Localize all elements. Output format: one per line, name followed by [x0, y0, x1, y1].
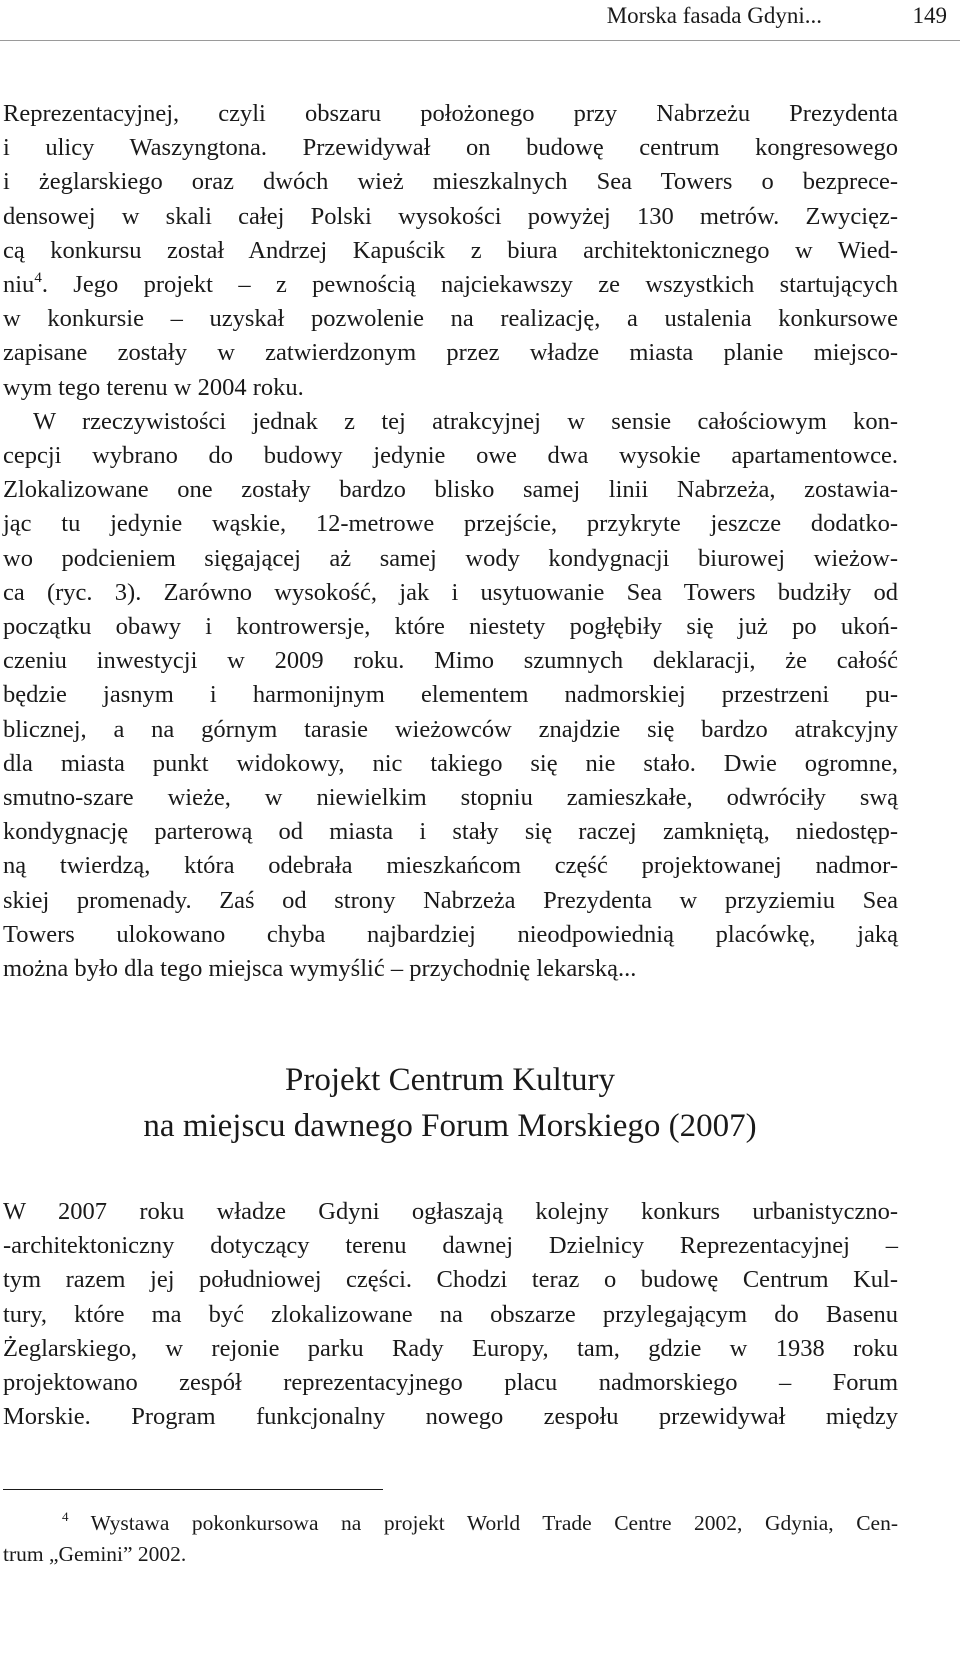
- text-line: zapisane zostały w zatwierdzonym przez władze miasta planie miejsco-: [3, 339, 898, 367]
- footnote-text: Wystawa pokonkursowa na projekt World Trade Centre 2002, Gdynia, Cen-: [68, 1511, 898, 1535]
- section-heading: [0, 1057, 900, 1149]
- text-line: w konkursie – uzyskał pozwolenie na realizację, a ustalenia konkursowe: [3, 305, 898, 333]
- text-line: cepcji wybrano do budowy jedynie owe dwa wysokie apartamentowce.: [3, 442, 898, 470]
- text-line: tym razem jej południowej części. Chodzi teraz o budowę Centrum Kul-: [3, 1266, 898, 1294]
- body-paragraph-3: [3, 1195, 898, 1434]
- text-line-with-footnote: [3, 268, 898, 302]
- text-line: jąc tu jedynie wąskie, 12-metrowe przejście, przykryte jeszcze dodatko-: [3, 510, 898, 538]
- text-line: będzie jasnym i harmonijnym elementem nadmorskiej przestrzeni pu-: [3, 681, 898, 709]
- text-line: Zlokalizowane one zostały bardzo blisko samej linii Nabrzeża, zostawia-: [3, 476, 898, 504]
- text-fragment: niu: [3, 271, 35, 299]
- text-line: W rzeczywistości jednak z tej atrakcyjnej w sensie całościowym kon-: [33, 407, 898, 435]
- footnote-divider: [3, 1489, 383, 1490]
- text-line: Morskie. Program funkcjonalny nowego zespołu przewidywał między: [3, 1403, 898, 1431]
- footnote-line: trum „Gemini” 2002.: [3, 1542, 187, 1566]
- footnote-number: 4: [62, 1509, 69, 1524]
- text-line: blicznej, a na górnym tarasie wieżowców znajdzie się bardzo atrakcyjny: [3, 715, 898, 743]
- footnote: [3, 1508, 898, 1570]
- text-fragment: . Jego projekt – z pewnością najciekawszy ze wszystkich startujących: [41, 271, 898, 299]
- page-number: 149: [912, 3, 947, 28]
- text-line: smutno-szare wieże, w niewielkim stopniu zamieszkałe, odwróciły swą: [3, 784, 898, 812]
- text-line: Reprezentacyjnej, czyli obszaru położonego przy Nabrzeżu Prezydenta: [3, 100, 898, 127]
- text-line: projektowano zespół reprezentacyjnego placu nadmorskiego – Forum: [3, 1369, 898, 1397]
- text-line: kondygnację parterową od miasta i stały się raczej zamkniętą, niedostęp-: [3, 818, 898, 846]
- text-line: skiej promenady. Zaś od strony Nabrzeża Prezydenta w przyziemiu Sea: [3, 886, 898, 914]
- text-line: W 2007 roku władze Gdyni ogłaszają kolejny konkurs urbanistyczno-: [3, 1198, 898, 1225]
- text-line: dla miasta punkt widokowy, nic takiego się nie stało. Dwie ogromne,: [3, 749, 898, 777]
- text-line: czeniu inwestycji w 2009 roku. Mimo szumnych deklaracji, że całość: [3, 647, 898, 675]
- text-line: wym tego terenu w 2004 roku.: [3, 373, 304, 401]
- text-line: cą konkursu został Andrzej Kapuścik z biura architektonicznego w Wied-: [3, 236, 898, 264]
- text-line: Żeglarskiego, w rejonie parku Rady Europy, tam, gdzie w 1938 roku: [3, 1334, 898, 1362]
- footnote-line: [3, 1508, 898, 1539]
- section-heading-line: Projekt Centrum Kultury: [285, 1062, 615, 1098]
- footnote-reference[interactable]: 4: [34, 270, 42, 287]
- text-line: tury, które ma być zlokalizowane na obszarze przylegającym do Basenu: [3, 1300, 898, 1328]
- text-line: wo podcieniem sięgającej aż samej wody kondygnacji biurowej wieżow-: [3, 544, 898, 572]
- text-line: ną twierdzą, która odebrała mieszkańcom część projektowanej nadmor-: [3, 852, 898, 880]
- text-line: densowej w skali całej Polski wysokości powyżej 130 metrów. Zwycięz-: [3, 202, 898, 230]
- text-line: i ulicy Waszyngtona. Przewidywał on budowę centrum kongresowego: [3, 134, 898, 162]
- text-line: -architektoniczny dotyczący terenu dawnej Dzielnicy Reprezentacyjnej –: [3, 1232, 898, 1260]
- text-line: początku obawy i kontrowersje, które niestety pogłębiły się już po ukoń-: [3, 613, 898, 641]
- text-line: można było dla tego miejsca wymyślić – przychodnię lekarską...: [3, 955, 637, 983]
- text-line: i żeglarskiego oraz dwóch wież mieszkalnych Sea Towers o bezprece-: [3, 168, 898, 196]
- body-paragraph-1: [3, 97, 898, 986]
- running-title: Morska fasada Gdyni...: [606, 3, 822, 28]
- text-line: ca (ryc. 3). Zarówno wysokość, jak i usytuowanie Sea Towers budziły od: [3, 578, 898, 606]
- section-heading-line: na miejscu dawnego Forum Morskiego (2007): [143, 1108, 757, 1144]
- text-line: Towers ulokowano chyba najbardziej nieodpowiednią placówkę, jaką: [3, 920, 898, 948]
- running-header: [0, 0, 960, 41]
